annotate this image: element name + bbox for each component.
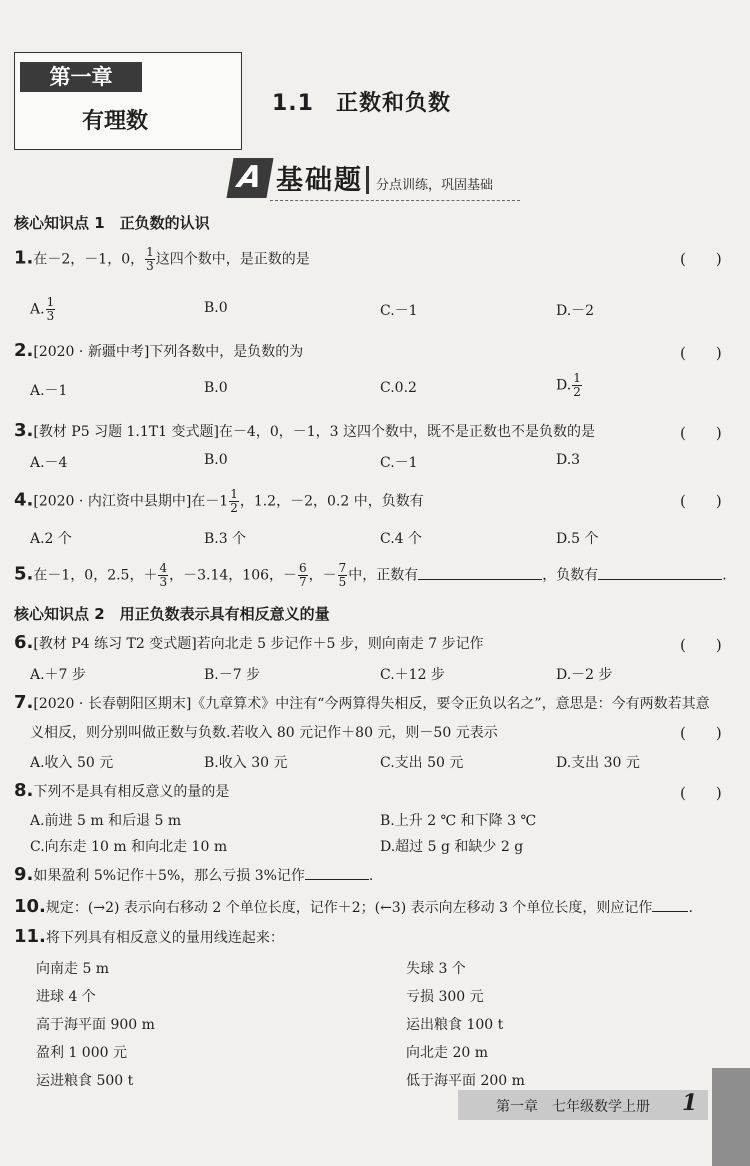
chapter-tag: 第一章 <box>20 62 142 92</box>
left-item: 进球 4 个 <box>36 989 96 1005</box>
option-a: A.2 个 <box>30 531 72 547</box>
answer-blank[interactable] <box>418 565 542 580</box>
corner-tab <box>712 1068 750 1166</box>
knowledge-point-1: 核心知识点 1 正负数的认识 <box>14 214 210 232</box>
option-b: B.收入 30 元 <box>204 755 288 771</box>
question-number: 1. <box>14 247 34 269</box>
option-d: D.－2 <box>556 303 595 319</box>
question-8: 8.下列不是具有相反意义的量的是 <box>14 780 230 801</box>
option-d: D.3 <box>556 452 581 468</box>
section-number: 1.1 <box>272 91 314 116</box>
question-10: 10.规定：(→2) 表示向右移动 2 个单位长度，记作＋2；(←3) 表示向左移动 3 个单位长度，则应记作 . <box>14 896 693 917</box>
answer-blank[interactable] <box>598 565 722 580</box>
left-item: 运进粮食 500 t <box>36 1073 134 1089</box>
option-d: D.超过 5 g 和缺少 2 g <box>380 839 524 855</box>
question-5: 5.在－1，0，2.5，＋ $\frac{4}{3}$ ，－3.14，106，－ $\frac{6}{7}$ ，－ $\frac{7}{5}$ 中，正数有 ，负数有 . <box>14 561 727 589</box>
answer-paren: ( ) <box>680 636 722 654</box>
option-c: C.－1 <box>380 303 418 319</box>
section-title-text: 正数和负数 <box>335 91 451 116</box>
option-c: C.＋12 步 <box>380 667 445 683</box>
right-item: 低于海平面 200 m <box>406 1073 525 1089</box>
answer-paren: ( ) <box>680 250 722 268</box>
option-a: A.收入 50 元 <box>30 755 114 771</box>
band-underline <box>270 200 520 202</box>
right-item: 亏损 300 元 <box>406 989 484 1005</box>
question-4: 4.[2020 · 内江资中县期中]在－1 $\frac{1}{2}$ ，1.2，－2，0.2 中，负数有 <box>14 487 424 515</box>
option-a: A. $\frac{1}{3}$ <box>30 295 55 323</box>
question-11: 11.将下列具有相反意义的量用线连起来： <box>14 926 284 947</box>
option-b: B.－7 步 <box>204 667 261 683</box>
left-item: 向南走 5 m <box>36 961 110 977</box>
left-item: 盈利 1 000 元 <box>36 1045 127 1061</box>
option-b: B.0 <box>204 300 228 316</box>
question-7: 7.[2020 · 长春朝阳区期末]《九章算术》中注有“今两算得失相反，要令正负以名之”，意思是：今有两数若其意 <box>14 692 710 713</box>
option-a: A.＋7 步 <box>30 667 86 683</box>
question-6: 6.[教材 P4 练习 T2 变式题]若向北走 5 步记作＋5 步，则向南走 7 步记作 <box>14 632 484 653</box>
option-d: D.5 个 <box>556 531 599 547</box>
option-b: B.0 <box>204 452 228 468</box>
option-a: A.－4 <box>30 455 68 471</box>
option-c: C.支出 50 元 <box>380 755 464 771</box>
answer-paren: ( ) <box>680 424 722 442</box>
fraction: $\frac{1}{3}$ <box>146 245 154 273</box>
page-number: 1 <box>682 1090 698 1116</box>
footer-text: 第一章 七年级数学上册 <box>496 1099 650 1115</box>
answer-paren: ( ) <box>680 492 722 510</box>
answer-paren: ( ) <box>680 784 722 802</box>
answer-blank[interactable] <box>305 865 369 880</box>
option-b: B.0 <box>204 380 228 396</box>
question-3: 3.[教材 P5 习题 1.1T1 变式题]在－4，0，－1，3 这四个数中，既不是正数也不是负数的是 <box>14 420 596 441</box>
knowledge-point-2: 核心知识点 2 用正负数表示具有相反意义的量 <box>14 605 330 623</box>
option-c: C.向东走 10 m 和向北走 10 m <box>30 839 228 855</box>
question-1: 1.在－2，－1，0， $\frac{1}{3}$ 这四个数中，是正数的是 <box>14 245 310 273</box>
option-a: A.－1 <box>30 383 68 399</box>
option-b: B.上升 2 ℃ 和下降 3 ℃ <box>380 813 537 829</box>
band-subtitle: 分点训练，巩固基础 <box>376 178 494 193</box>
right-item: 失球 3 个 <box>406 961 466 977</box>
option-d: D.－2 步 <box>556 667 613 683</box>
question-9: 9.如果盈利 5%记作＋5%，那么亏损 3%记作 . <box>14 864 374 885</box>
right-item: 向北走 20 m <box>406 1045 488 1061</box>
option-d: D. $\frac{1}{2}$ <box>556 371 581 399</box>
question-2: 2.[2020 · 新疆中考]下列各数中，是负数的为 <box>14 340 304 361</box>
option-a: A.前进 5 m 和后退 5 m <box>30 813 182 829</box>
left-item: 高于海平面 900 m <box>36 1017 155 1033</box>
section-title <box>272 86 451 117</box>
option-c: C.－1 <box>380 455 418 471</box>
chapter-name: 有理数 <box>82 109 149 134</box>
band-letter-badge: A <box>226 158 273 198</box>
band-title: 基础题 <box>276 165 363 196</box>
answer-blank[interactable] <box>652 897 688 912</box>
option-b: B.3 个 <box>204 531 247 547</box>
answer-paren: ( ) <box>680 724 722 742</box>
right-item: 运出粮食 100 t <box>406 1017 504 1033</box>
answer-paren: ( ) <box>680 344 722 362</box>
question-7-line-2: 义相反，则分别叫做正数与负数.若收入 80 元记作＋80 元，则－50 元表示 <box>30 725 498 741</box>
option-c: C.4 个 <box>380 531 423 547</box>
band-divider <box>366 166 369 194</box>
option-c: C.0.2 <box>380 380 417 396</box>
option-d: D.支出 30 元 <box>556 755 640 771</box>
